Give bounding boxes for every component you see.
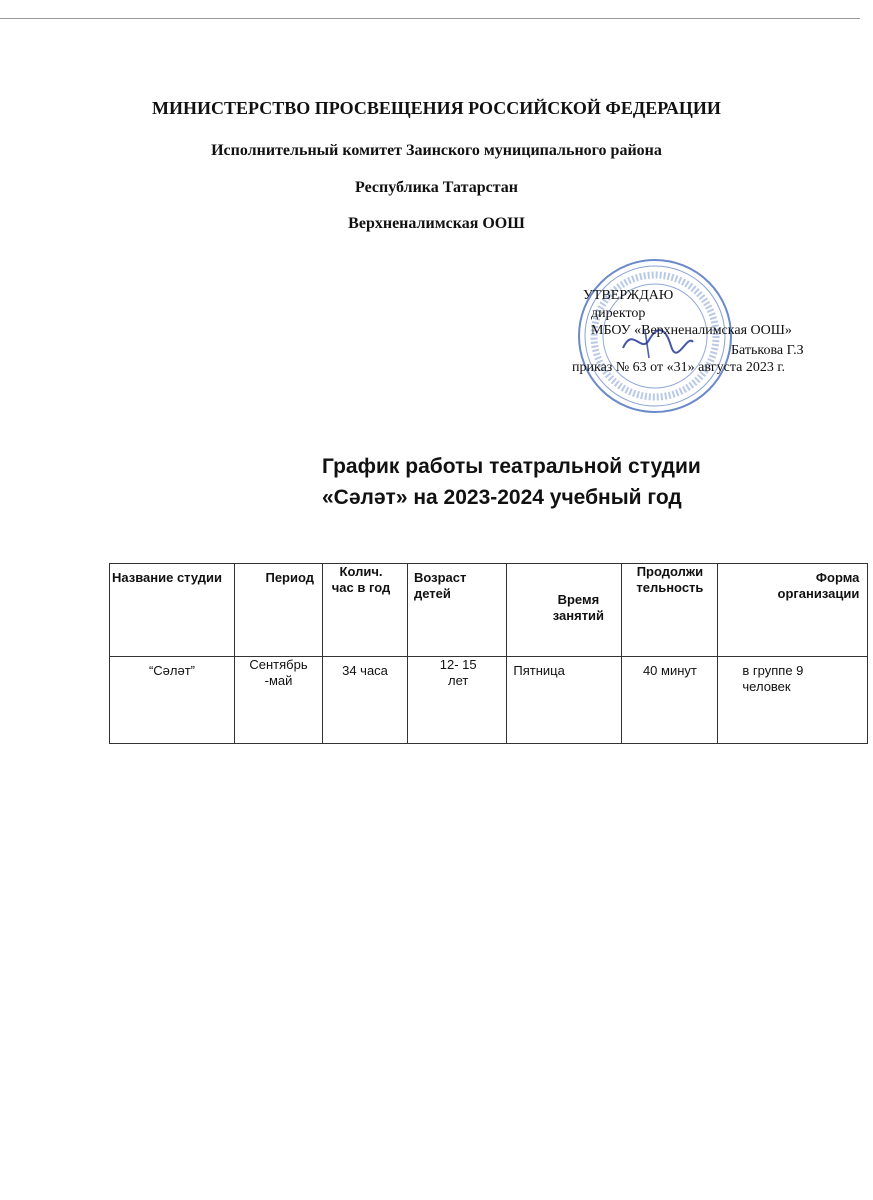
school-heading: Верхненалимская ООШ bbox=[348, 215, 525, 232]
cell-day: Пятница bbox=[507, 657, 622, 744]
header-cell-hours: Колич. час в год bbox=[323, 564, 408, 657]
table-row bbox=[110, 657, 868, 744]
republic-heading: Республика Татарстан bbox=[355, 179, 518, 196]
schedule-table bbox=[109, 563, 868, 744]
header-cell-time: Время занятий bbox=[507, 564, 622, 657]
header-cell-studio: Название студии bbox=[110, 564, 235, 657]
approval-word: УТВЕРЖДАЮ bbox=[583, 288, 674, 303]
cell-age: 12- 15 лет bbox=[408, 657, 507, 744]
table-header-row bbox=[110, 564, 868, 657]
committee-heading: Исполнительный комитет Заинского муниципального района bbox=[211, 142, 662, 159]
document-title-line2: «Сәләт» на 2023-2024 учебный год bbox=[322, 486, 682, 509]
document-title-line1: График работы театральной студии bbox=[322, 455, 701, 478]
cell-form: в группе 9 человек bbox=[718, 657, 868, 744]
scan-top-edge bbox=[0, 18, 860, 19]
approval-order: приказ № 63 от «31» августа 2023 г. bbox=[572, 360, 786, 375]
cell-duration: 40 минут bbox=[622, 657, 718, 744]
header-cell-duration: Продолжи тельность bbox=[622, 564, 718, 657]
header-cell-form: Форма организации bbox=[718, 564, 868, 657]
cell-hours: 34 часа bbox=[323, 657, 408, 744]
cell-studio-name: “Сәләт” bbox=[110, 657, 235, 744]
cell-period: Сентябрь -май bbox=[235, 657, 323, 744]
header-cell-age: Возраст детей bbox=[408, 564, 507, 657]
ministry-heading: МИНИСТЕРСТВО ПРОСВЕЩЕНИЯ РОССИЙСКОЙ ФЕДЕРАЦИИ bbox=[152, 98, 721, 118]
header-cell-period: Период bbox=[235, 564, 323, 657]
approval-organization: МБОУ «Верхненалимская ООШ» bbox=[591, 323, 792, 338]
approval-position: директор bbox=[591, 306, 646, 321]
approval-director-name: Батькова Г.З bbox=[731, 343, 804, 358]
